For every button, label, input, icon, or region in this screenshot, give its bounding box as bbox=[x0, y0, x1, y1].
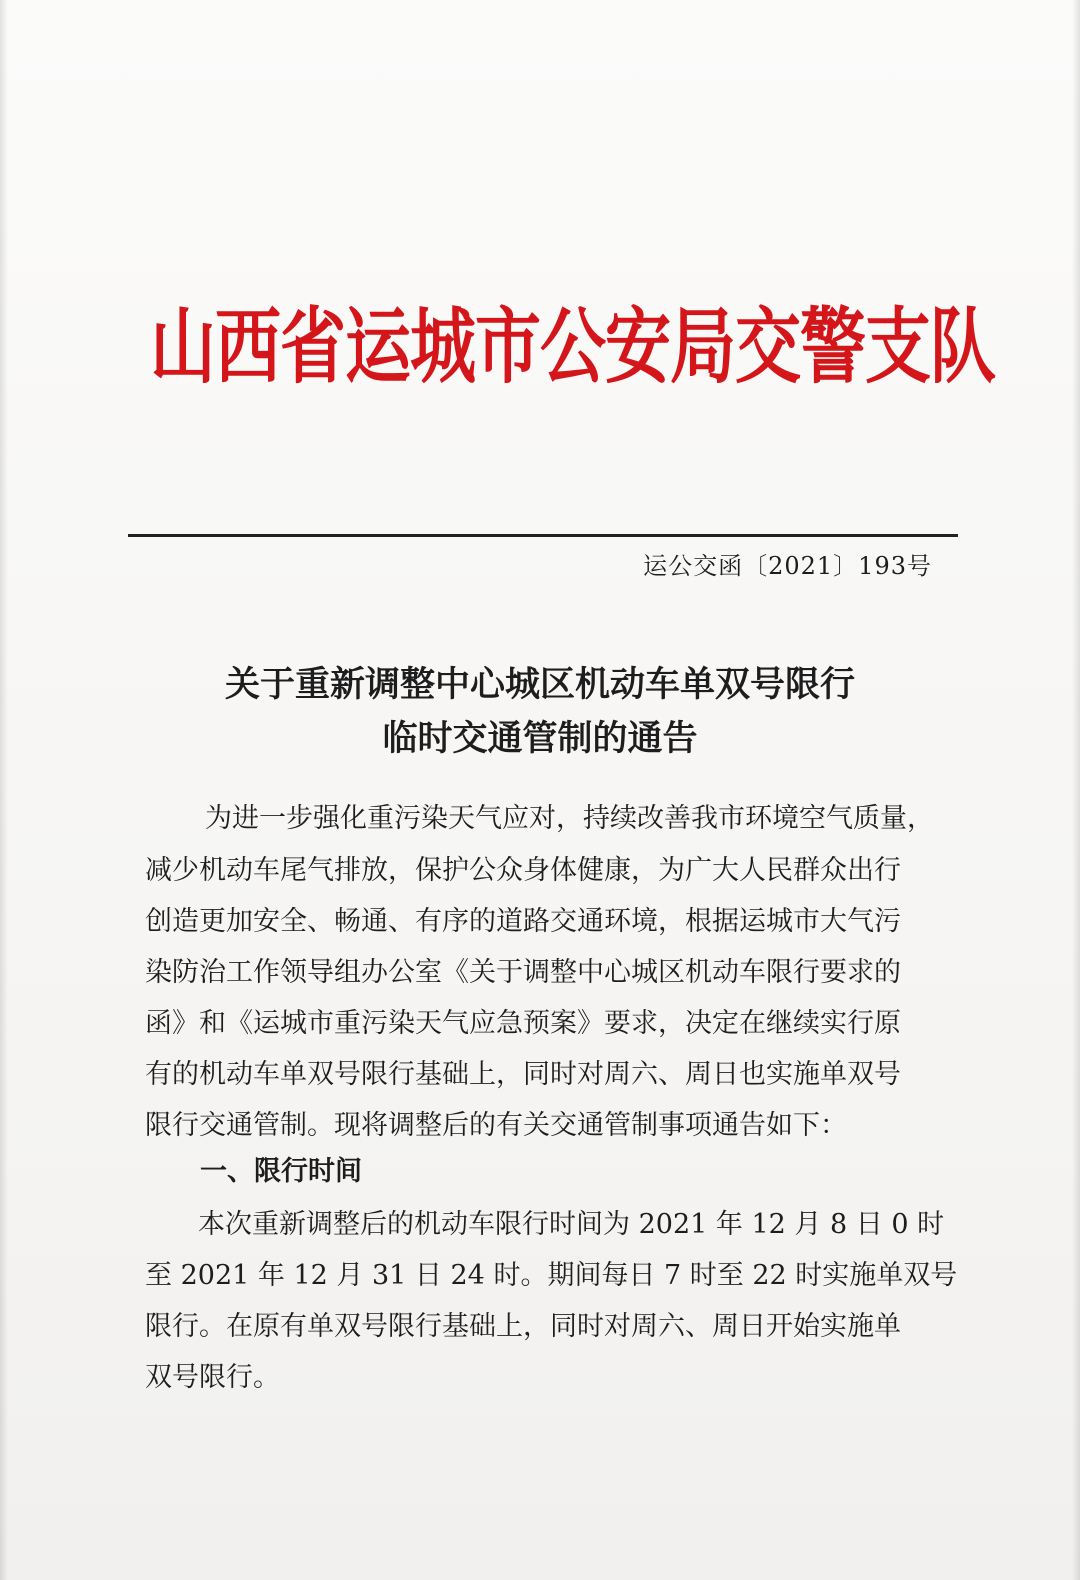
intro-line: 限行交通管制。现将调整后的有关交通管制事项通告如下： bbox=[145, 1110, 847, 1141]
intro-line: 染防治工作领导组办公室《关于调整中心城区机动车限行要求的 bbox=[145, 957, 901, 988]
section-heading-restriction-time: 一、限行时间 bbox=[200, 1156, 362, 1187]
letterhead-rule bbox=[128, 534, 958, 537]
notice-title-line-2: 临时交通管制的通告 bbox=[382, 719, 698, 759]
intro-line: 函》和《运城市重污染天气应急预案》要求，决定在继续实行原 bbox=[145, 1008, 901, 1039]
intro-line: 减少机动车尾气排放，保护公众身体健康，为广大人民群众出行 bbox=[145, 855, 901, 886]
letterhead-organization: 山西省运城市公安局交警支队 bbox=[150, 297, 995, 395]
section-line: 至 2021 年 12 月 31 日 24 时。期间每日 7 时至 22 时实施单双号 bbox=[145, 1260, 958, 1291]
page-right-edge bbox=[1072, 0, 1080, 1580]
intro-line: 创造更加安全、畅通、有序的道路交通环境，根据运城市大气污 bbox=[145, 906, 901, 937]
section-line: 限行。在原有单双号限行基础上，同时对周六、周日开始实施单 bbox=[145, 1311, 901, 1342]
section-line: 本次重新调整后的机动车限行时间为 2021 年 12 月 8 日 0 时 bbox=[198, 1209, 945, 1240]
section-line: 双号限行。 bbox=[145, 1362, 280, 1393]
page-left-edge bbox=[0, 0, 8, 1580]
intro-line: 有的机动车单双号限行基础上，同时对周六、周日也实施单双号 bbox=[145, 1059, 901, 1090]
intro-line: 为进一步强化重污染天气应对，持续改善我市环境空气质量， bbox=[205, 803, 934, 834]
document-number: 运公交函〔2021〕193号 bbox=[643, 552, 932, 580]
notice-title-line-1: 关于重新调整中心城区机动车单双号限行 bbox=[224, 665, 855, 705]
